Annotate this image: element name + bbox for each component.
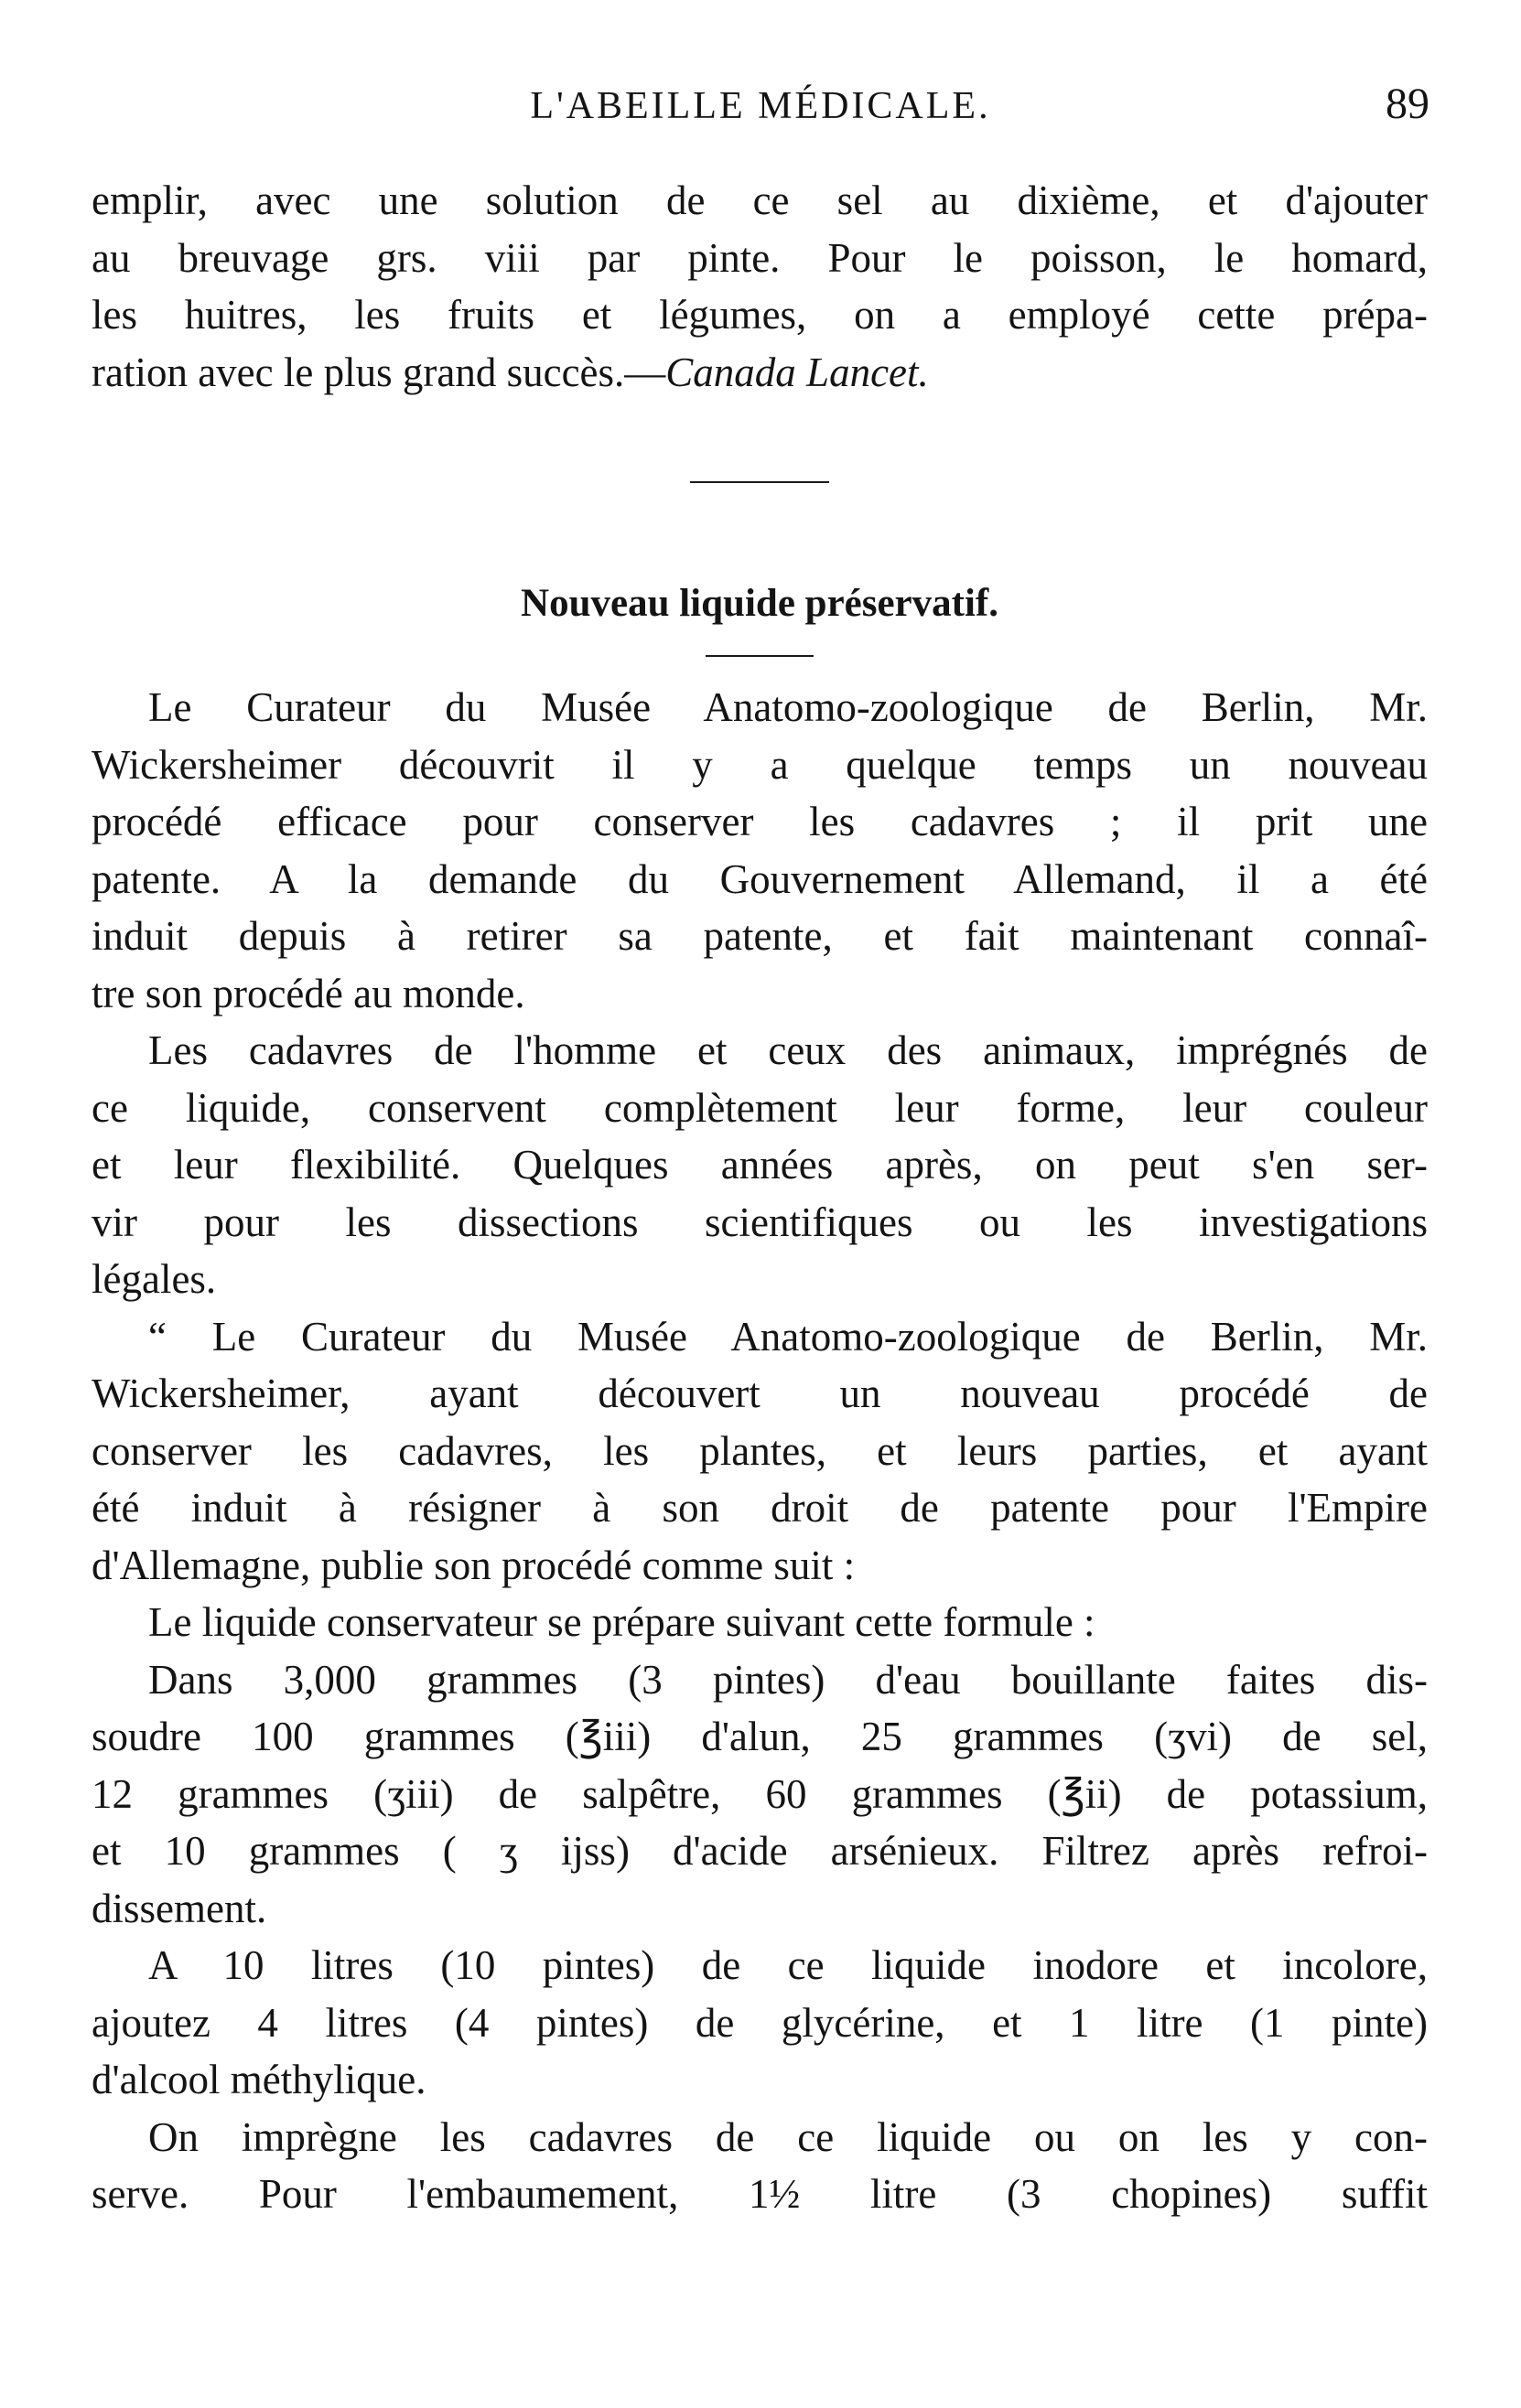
text-line: Le liquide conservateur se prépare suivant cette formule : (148, 1599, 1095, 1645)
text-line: 12 grammes (ʒiii) de salpêtre, 60 grammes (℥ii) de potassium, (92, 1770, 1428, 1817)
paragraph (92, 1651, 1428, 1938)
text-line: conserver les cadavres, les plantes, et leurs parties, et ayant (92, 1427, 1428, 1474)
text-line: vir pour les dissections scientifiques ou les investigations (92, 1199, 1428, 1245)
intro-paragraph (92, 172, 1428, 401)
text-line: A 10 litres (10 pintes) de ce liquide inodore et incolore, (148, 1942, 1428, 1988)
running-title: L'ABEILLE MÉDICALE. (530, 85, 991, 127)
text-line: été induit à résigner à son droit de patente pour l'Empire (92, 1485, 1428, 1531)
text-line: dissement. (92, 1885, 267, 1931)
body-text (92, 172, 1428, 2223)
text-line: ajoutez 4 litres (4 pintes) de glycérine, et 1 litre (1 pinte) (92, 1999, 1428, 2046)
text-line: et leur flexibilité. Quelques années après, on peut s'en ser- (92, 1142, 1428, 1188)
title-underline-rule (706, 655, 814, 657)
text-fragment: ration avec le plus grand succès.— (92, 349, 666, 395)
paragraph (92, 1308, 1428, 1595)
text-line: patente. A la demande du Gouvernement Allemand, il a été (92, 855, 1428, 902)
text-line: Les cadavres de l'homme et ceux des animaux, imprégnés de (148, 1027, 1428, 1073)
source-citation: Canada Lancet. (665, 349, 929, 395)
text-line: Dans 3,000 grammes (3 pintes) d'eau bouillante faites dis- (148, 1656, 1428, 1703)
text-line: tre son procédé au monde. (92, 970, 525, 1016)
text-line: procédé efficace pour conserver les cadavres ; il prit une (92, 799, 1428, 844)
text-line: ce liquide, conservent complètement leur forme, leur couleur (92, 1084, 1428, 1131)
text-line: Le Curateur du Musée Anatomo-zoologique de Berlin, Mr. (148, 684, 1428, 730)
text-line: serve. Pour l'embaumement, 1½ litre (3 chopines) suffit (92, 2171, 1428, 2217)
text-line: légales. (92, 1256, 217, 1302)
paragraph (92, 1022, 1428, 1308)
text-line: d'alcool méthylique. (92, 2057, 426, 2102)
section-title: Nouveau liquide préservatif. (521, 582, 998, 625)
text-line: Wickersheimer, ayant découvert un nouveau procédé de (92, 1371, 1428, 1416)
text-line: On imprègne les cadavres de ce liquide ou on les y con- (148, 2113, 1428, 2160)
text-line: les huitres, les fruits et légumes, on a employé cette prépa- (92, 292, 1428, 338)
text-line: induit depuis à retirer sa patente, et fait maintenant connaî- (92, 913, 1428, 959)
text-line: soudre 100 grammes (℥iii) d'alun, 25 grammes (ʒvi) de sel, (92, 1714, 1428, 1759)
paragraph (92, 1594, 1428, 1651)
section-divider (690, 481, 829, 483)
page-number: 89 (1386, 80, 1429, 128)
running-header (92, 80, 1429, 139)
text-line: et 10 grammes ( ʒ ijss) d'acide arsénieux. Filtrez après refroi- (92, 1828, 1428, 1874)
paragraph (92, 1937, 1428, 2109)
text-line: “ Le Curateur du Musée Anatomo-zoologique de Berlin, Mr. (148, 1313, 1428, 1360)
text-line: d'Allemagne, publie son procédé comme suit : (92, 1542, 856, 1588)
text-line: emplir, avec une solution de ce sel au dixième, et d'ajouter (92, 177, 1428, 223)
text-line: au breuvage grs. viii par pinte. Pour le poisson, le homard, (92, 234, 1428, 281)
paragraph (92, 679, 1428, 1022)
text-line (92, 344, 1428, 402)
text-line: Wickersheimer découvrit il y a quelque temps un nouveau (92, 741, 1428, 788)
paragraph (92, 2109, 1428, 2223)
